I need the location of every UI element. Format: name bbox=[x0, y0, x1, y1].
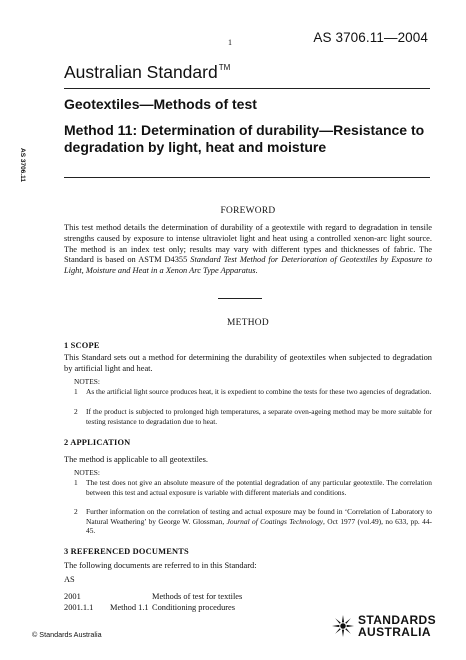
scope-notes-label: NOTES: bbox=[74, 377, 100, 386]
references-text: The following documents are referred to in this Standard: bbox=[64, 561, 257, 570]
note-text: The test does not give an absolute measure of the potential degradation of any particular geotextile. The correlation between this test and actual exposure is variable with different materials and conditions. bbox=[86, 478, 432, 497]
foreword-text bbox=[64, 223, 432, 277]
title-rule bbox=[64, 177, 430, 178]
document-number: AS 3706.11—2004 bbox=[313, 30, 428, 45]
note-number: 2 bbox=[74, 507, 78, 516]
application-notes-label: NOTES: bbox=[74, 468, 100, 477]
reference-method: Method 1.1 bbox=[110, 603, 149, 612]
note-number: 1 bbox=[74, 387, 78, 396]
note-text: If the product is subjected to prolonged high temperatures, a separate oven-ageing method may be more suitable for testing resistance to degradation due to heat. bbox=[86, 407, 432, 426]
star-burst-icon bbox=[332, 615, 354, 637]
reference-prefix: AS bbox=[64, 575, 75, 584]
series-title: Geotextiles—Methods of test bbox=[64, 96, 257, 112]
application-note bbox=[74, 478, 432, 497]
application-note bbox=[74, 507, 432, 536]
section-divider bbox=[218, 298, 262, 299]
reference-code: 2001.1.1 bbox=[64, 603, 94, 612]
method-title: Method 11: Determination of durability—Resistance to degradation by light, heat and moisture bbox=[64, 122, 425, 155]
page-number: 1 bbox=[228, 38, 232, 47]
scope-note bbox=[74, 407, 432, 426]
foreword-text-end: . bbox=[255, 266, 258, 276]
foreword-text-plain: This test method details the determination of durability of a geotextile with regard to degradation in tensile strengths caused by exposure to intense ultraviolet light and heat using a controlled xenon-arc light source. The method is an index test only; results may vary with different types and thicknesses of fabric. The Standard is based on ASTM D4355 bbox=[64, 223, 432, 265]
reference-title: Conditioning procedures bbox=[152, 603, 236, 612]
header-rule bbox=[64, 88, 430, 89]
scope-heading: 1 SCOPE bbox=[64, 341, 100, 350]
copyright-notice: © Standards Australia bbox=[32, 630, 102, 639]
application-text: The method is applicable to all geotextiles. bbox=[64, 455, 208, 464]
scope-text: This Standard sets out a method for determining the durability of geotextiles when subjected to degradation by artificial light and heat. bbox=[64, 353, 432, 373]
reference-row bbox=[64, 592, 242, 601]
note-text-a: Further information on the correlation of testing and actual exposure may be found in ‘Correlation of Laboratory to Natural Weathering’ by George W. Glossman, bbox=[86, 507, 432, 526]
application-heading: 2 APPLICATION bbox=[64, 438, 131, 447]
reference-code: 2001 bbox=[64, 592, 81, 601]
references-heading: 3 REFERENCED DOCUMENTS bbox=[64, 547, 189, 556]
logo-line-1: STANDARDS bbox=[357, 613, 436, 627]
logo-line-2: AUSTRALIA bbox=[357, 625, 431, 639]
note-text bbox=[86, 507, 432, 536]
logo-wordmark bbox=[358, 614, 436, 638]
trademark-mark: TM bbox=[218, 63, 231, 72]
journal-title: Journal of Coatings Technology bbox=[226, 516, 324, 526]
method-heading: METHOD bbox=[227, 318, 269, 328]
note-number: 1 bbox=[74, 478, 78, 487]
scope-note bbox=[74, 387, 432, 397]
foreword-text-italic: Standard Test Method for Deterioration of Geotextiles by Exposure to Light, Moisture and Heat in a Xenon Arc Type Apparatus bbox=[64, 255, 433, 276]
foreword-heading: FOREWORD bbox=[220, 206, 276, 216]
reference-title: Methods of test for textiles bbox=[152, 592, 243, 601]
brand-title bbox=[64, 62, 230, 83]
side-document-label: AS 3706.11 bbox=[19, 148, 26, 182]
note-number: 2 bbox=[74, 407, 78, 416]
brand-name: Australian Standard bbox=[64, 62, 218, 82]
note-text-b: , Oct 1977 (vol.49), no 633, pp. 44-45. bbox=[86, 516, 432, 536]
reference-row bbox=[64, 603, 235, 612]
standards-australia-logo bbox=[332, 614, 436, 638]
note-text: As the artificial light source produces heat, it is expedient to combine the tests for these two agencies of degradation. bbox=[86, 387, 432, 396]
